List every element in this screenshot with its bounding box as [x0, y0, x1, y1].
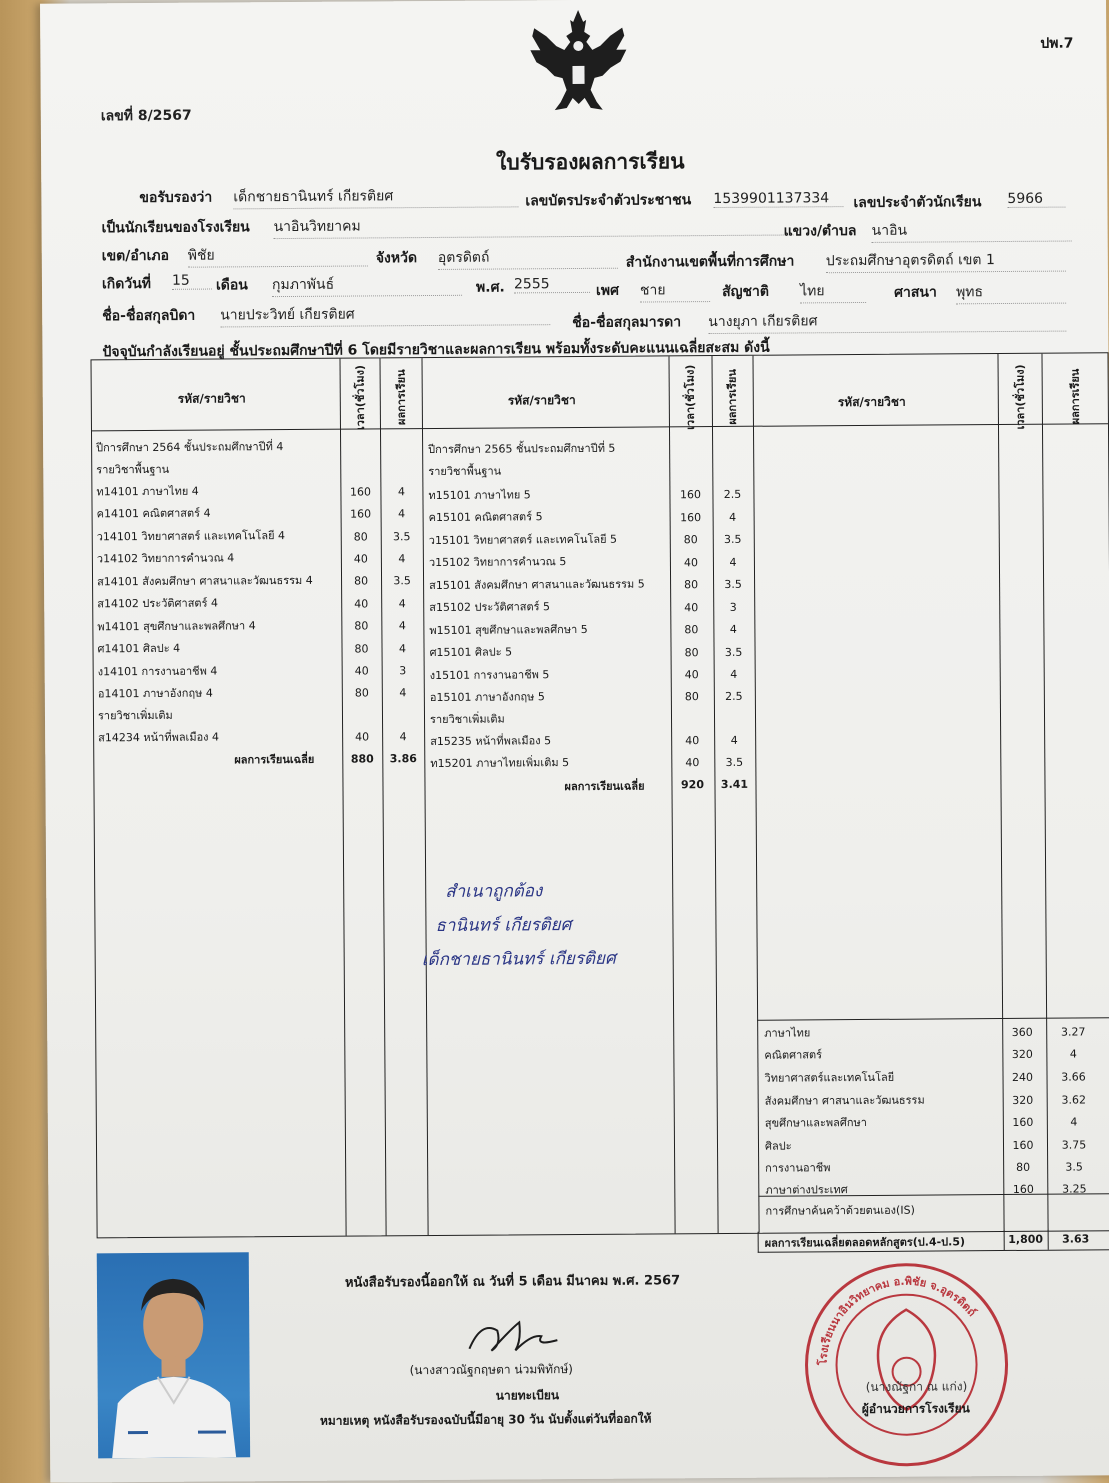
garuda-emblem-icon [526, 6, 631, 119]
table-row: ง15101 การงานอาชีพ 5 [429, 668, 550, 683]
svg-text:โรงเรียนนาอินวิทยาคม อ.พิชัย จ [815, 1274, 979, 1366]
district-label: เขต/อำเภอ [101, 247, 170, 265]
table-row: ท15201 ภาษาไทยเพิ่มเติม 5 [430, 756, 570, 771]
page-title: ใบรับรองผลการเรียน [496, 149, 685, 175]
grade-cell: 4 [398, 507, 406, 521]
birth-month-label: เดือน [215, 277, 248, 294]
grade-cell: 3.5 [725, 755, 744, 769]
grade-cell: 4 [399, 730, 407, 744]
grade-cell: 4 [730, 667, 738, 681]
doc-number: เลขที่ 8/2567 [100, 107, 192, 125]
grade-cell: 3.5 [393, 574, 411, 588]
grade-cell: 4 [397, 485, 405, 499]
col1-basic-header: รายวิชาพื้นฐาน [96, 462, 170, 477]
col2-avg-label: ผลการเรียนเฉลี่ย [564, 779, 645, 794]
summary-hours: 160 [1012, 1182, 1034, 1196]
grade-cell: 3 [729, 600, 737, 614]
sex-label: เพศ [595, 282, 619, 299]
handwritten-full-name: เด็กชายธานินทร์ เกียรติยศ [421, 948, 616, 971]
father-value: นายประวิทย์ เกียรติยศ [220, 302, 550, 327]
table-row: ว15101 วิทยาศาสตร์ และเทคโนโลยี 5 [428, 532, 618, 548]
birth-day-value: 15 [172, 273, 212, 290]
birth-year-label: พ.ศ. [475, 279, 505, 296]
summary-grade: 3.66 [1061, 1070, 1086, 1084]
form-code: ปพ.7 [1040, 35, 1074, 52]
seal-text: โรงเรียนนาอินวิทยาคม อ.พิชัย จ.อุตรดิตถ์ [816, 1274, 979, 1366]
grade-cell: 3.5 [392, 530, 411, 544]
table-row: ว15102 วิทยาการคำนวณ 5 [428, 555, 567, 570]
hours-cell: 80 [353, 530, 368, 544]
hours-cell: 160 [679, 488, 702, 502]
col2-grade-header: ผลการเรียน [725, 369, 739, 425]
table-row: ส15102 ประวัติศาสตร์ 5 [429, 600, 551, 615]
overall-hours: 1,800 [1008, 1232, 1044, 1246]
table-row: อ14101 ภาษาอังกฤษ 4 [97, 686, 213, 701]
hours-cell: 160 [349, 485, 371, 499]
grade-cell: 4 [730, 733, 738, 747]
col3-grade-header: ผลการเรียน [1068, 368, 1082, 425]
table-row: พ14101 สุขศึกษาและพลศึกษา 4 [97, 619, 256, 634]
hours-cell: 80 [354, 686, 369, 700]
id-card-label: เลขบัตรประจำตัวประชาชน [525, 192, 692, 210]
summary-grade: 4 [1069, 1047, 1077, 1061]
mother-value: นางยุภา เกียรติยศ [708, 309, 1066, 334]
table-row: พ15101 สุขศึกษาและพลศึกษา 5 [429, 622, 588, 638]
summary-hours: 360 [1011, 1025, 1033, 1039]
issued-date: หนังสือรับรองนี้ออกให้ ณ วันที่ 5 เดือน มีนาคม พ.ศ. 2567 [344, 1273, 681, 1291]
col1-total-hours: 880 [350, 752, 374, 766]
hours-cell: 40 [685, 734, 700, 748]
director-name: (นางณัฐกา ณ แก่ง) [865, 1379, 968, 1394]
grade-cell: 3.5 [724, 645, 743, 659]
table-row: ค15101 คณิตศาสตร์ 5 [428, 510, 543, 525]
hours-cell: 80 [684, 646, 699, 660]
school-label: เป็นนักเรียนของโรงเรียน [101, 219, 250, 237]
grade-cell: 4 [729, 555, 737, 569]
col2-hours-header: เวลา(ชั่วโมง) [683, 364, 698, 430]
overall-label: ผลการเรียนเฉลี่ยตลอดหลักสูตร(ป.4-ป.5) [764, 1235, 966, 1250]
table-row: ว14101 วิทยาศาสตร์ และเทคโนโลยี 4 [96, 529, 286, 544]
id-card-value: 1539901137334 [713, 190, 843, 208]
birth-day-label: เกิดวันที่ [101, 275, 152, 293]
area-label: สำนักงานเขตพื้นที่การศึกษา [625, 253, 795, 271]
school-seal-icon [801, 1259, 1012, 1470]
summary-grade: 4 [1070, 1115, 1078, 1129]
grade-cell: 4 [399, 686, 407, 700]
grade-cell: 2.5 [723, 487, 742, 501]
col2-extra-header: รายวิชาเพิ่มเติม [429, 712, 505, 727]
summary-area: การศึกษาค้นคว้าด้วยตนเอง(IS) [765, 1203, 915, 1218]
summary-hours: 160 [1012, 1115, 1034, 1129]
col3-subject-header: รหัส/รายวิชา [837, 394, 906, 410]
summary-grade: 3.62 [1061, 1093, 1086, 1107]
grade-cell: 3.5 [723, 532, 742, 546]
hours-cell: 80 [683, 533, 698, 547]
summary-hours: 320 [1011, 1047, 1033, 1061]
table-row: ท15101 ภาษาไทย 5 [428, 488, 531, 503]
summary-hours: 240 [1011, 1070, 1034, 1084]
grade-cell: 4 [398, 619, 406, 633]
summary-grade: 3.25 [1062, 1182, 1087, 1196]
grade-cell: 4 [729, 510, 737, 524]
hours-cell: 80 [354, 619, 369, 633]
district-value: พิชัย [188, 243, 368, 267]
province-label: จังหวัด [375, 250, 418, 267]
overall-avg: 3.63 [1062, 1232, 1090, 1246]
col1-avg-label: ผลการเรียนเฉลี่ย [234, 752, 315, 767]
certify-label: ขอรับรองว่า [139, 189, 213, 207]
hours-cell: 80 [684, 623, 699, 637]
mother-label: ชื่อ-ชื่อสกุลมารดา [572, 314, 682, 332]
table-row: ศ14101 ศิลปะ 4 [97, 641, 181, 656]
hours-cell: 40 [683, 556, 698, 570]
col2-basic-header: รายวิชาพื้นฐาน [428, 464, 502, 479]
col3-hours-header: เวลา(ชั่วโมง) [1013, 364, 1028, 430]
registrar-signature-icon [461, 1310, 571, 1361]
summary-area: สังคมศึกษา ศาสนาและวัฒนธรรม [764, 1093, 925, 1108]
summary-area: คณิตศาสตร์ [764, 1048, 823, 1062]
director-title: ผู้อำนวยการโรงเรียน [861, 1401, 970, 1417]
father-label: ชื่อ-ชื่อสกุลบิดา [102, 307, 196, 325]
handwritten-signature: ธานินทร์ เกียรติยศ [435, 915, 572, 936]
subdistrict-label: แขวง/ตำบล [783, 223, 857, 240]
handwritten-certified-copy: สำเนาถูกต้อง [445, 881, 543, 902]
area-value: ประถมศึกษาอุตรดิตถ์ เขต 1 [826, 249, 1066, 274]
col1-avg: 3.86 [389, 752, 417, 766]
table-row: ศ15101 ศิลปะ 5 [429, 645, 513, 660]
col1-hours-header: เวลา(ชั่วโมง) [353, 364, 367, 431]
birth-month-value: กุมภาพันธ์ [272, 273, 462, 297]
hours-cell: 80 [684, 578, 699, 592]
registrar-title: นายทะเบียน [495, 1388, 560, 1403]
religion-value: พุทธ [956, 281, 1066, 305]
summary-hours: 80 [1016, 1160, 1031, 1174]
table-row: ส14101 สังคมศึกษา ศาสนาและวัฒนธรรม 4 [97, 573, 313, 589]
hours-cell: 80 [684, 690, 699, 704]
col2-subject-header: รหัส/รายวิชา [507, 392, 576, 408]
hours-cell: 40 [684, 668, 699, 682]
nationality-value: ไทย [800, 280, 866, 303]
grade-cell: 2.5 [725, 689, 743, 703]
hours-cell: 40 [354, 664, 369, 678]
summary-area: สุขศึกษาและพลศึกษา [764, 1115, 867, 1130]
nationality-label: สัญชาติ [721, 283, 770, 300]
table-row: ส14234 หน้าที่พลเมือง 4 [98, 730, 220, 745]
current-status: ปัจจุบันกำลังเรียนอยู่ ชั้นประถมศึกษาปีที่ 6 โดยมีรายวิชาและผลการเรียน พร้อมทั้งระดับคะแนนเฉลี่ยสะสม ดังนี้ [102, 339, 770, 361]
summary-hours: 320 [1012, 1093, 1034, 1107]
hours-cell: 80 [354, 574, 369, 588]
table-row: ว14102 วิทยาการคำนวณ 4 [96, 551, 235, 566]
grade-cell: 4 [398, 552, 406, 566]
hours-cell: 40 [355, 730, 370, 744]
table-row: ส15235 หน้าที่พลเมือง 5 [430, 734, 552, 749]
hours-cell: 40 [354, 597, 369, 611]
col1-extra-header: รายวิชาเพิ่มเติม [97, 708, 173, 723]
summary-area: ภาษาไทย [764, 1026, 811, 1040]
grade-cell: 3 [399, 664, 407, 678]
summary-grade: 3.27 [1060, 1025, 1086, 1039]
grade-cell: 3.5 [724, 577, 742, 591]
hours-cell: 40 [353, 552, 368, 566]
student-name: เด็กชายธานินทร์ เกียรติยศ [233, 184, 518, 209]
summary-area: ศิลปะ [764, 1139, 792, 1153]
school-value: นาอินวิทยาคม [274, 212, 794, 239]
summary-area: วิทยาศาสตร์และเทคโนโลยี [764, 1070, 895, 1085]
student-photo [97, 1252, 250, 1458]
overall-row [758, 1229, 1109, 1252]
summary-area: การงานอาชีพ [765, 1161, 831, 1175]
col2-year-header: ปีการศึกษา 2565 ชั้นประถมศึกษาปีที่ 5 [428, 441, 616, 457]
grade-cell: 4 [729, 622, 737, 636]
birth-year-value: 2555 [514, 276, 590, 294]
religion-label: ศาสนา [893, 284, 937, 301]
sex-value: ชาย [640, 279, 710, 302]
table-row: อ15101 ภาษาอังกฤษ 5 [429, 690, 545, 705]
province-value: อุตรดิตถ์ [438, 246, 618, 270]
summary-grade: 3.75 [1061, 1138, 1087, 1152]
col2-avg: 3.41 [720, 777, 749, 791]
col1-grade-header: ผลการเรียน [394, 369, 408, 426]
grade-cell: 4 [398, 642, 407, 656]
col2-total-hours: 920 [680, 778, 705, 792]
col1-year-header: ปีการศึกษา 2564 ชั้นประถมศึกษาปีที่ 4 [96, 440, 284, 455]
subdistrict-value: นาอิน [872, 219, 1072, 243]
student-id-value: 5966 [1007, 191, 1065, 208]
registrar-name: (นางสาวณัฐกฤษตา น่วมพิทักษ์) [409, 1362, 573, 1378]
grades-table [90, 352, 1109, 1238]
table-row: ค14101 คณิตศาสตร์ 4 [96, 506, 211, 521]
hours-cell: 40 [684, 601, 699, 615]
hours-cell: 160 [350, 507, 372, 521]
summary-hours: 160 [1012, 1138, 1034, 1152]
table-row: ส15101 สังคมศึกษา ศาสนาและวัฒนธรรม 5 [429, 577, 645, 593]
hours-cell: 160 [680, 511, 702, 525]
table-row: ส14102 ประวัติศาสตร์ 4 [97, 596, 218, 611]
summary-area: ภาษาต่างประเทศ [765, 1183, 848, 1197]
table-row: ท14101 ภาษาไทย 4 [96, 484, 199, 499]
certificate-paper [40, 0, 1109, 1483]
hours-cell: 80 [354, 642, 369, 656]
col1-subject-header: รหัส/รายวิชา [177, 391, 246, 406]
hours-cell: 40 [685, 756, 700, 770]
summary-grade: 3.5 [1065, 1160, 1083, 1174]
grade-cell: 4 [398, 597, 406, 611]
validity-note: หมายเหตุ หนังสือรับรองฉบับนี้มีอายุ 30 วัน นับตั้งแต่วันที่ออกให้ [319, 1411, 652, 1428]
table-row: ง14101 การงานอาชีพ 4 [97, 664, 218, 679]
student-id-label: เลขประจำตัวนักเรียน [853, 194, 982, 212]
